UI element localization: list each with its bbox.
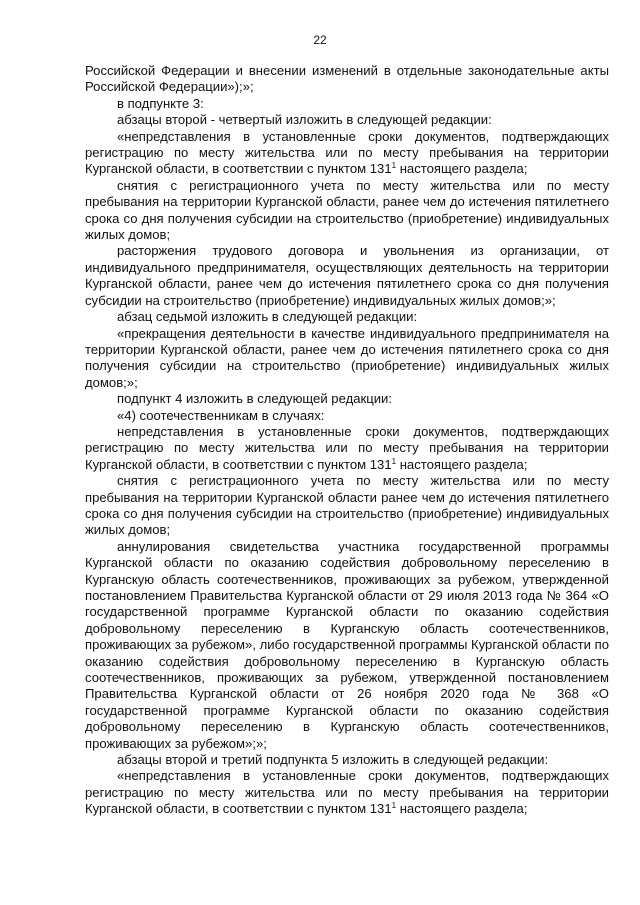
footnote-superscript: 1 [391,456,397,466]
paragraph: подпункт 4 изложить в следующей редакции: [117,391,392,407]
paragraph: абзацы второй - четвертый изложить в следующей редакции: [117,112,492,128]
paragraph: «прекращения деятельности в качестве индивидуального предпринимателя на территории Курганской области, ранее чем до истечения пятилетнего срока со дня получения субсидии на строительство (приобретение) индивидуальных жилых домов;»; [85,325,609,390]
paragraph: в подпункте 3: [117,95,204,111]
paragraph: абзац седьмой изложить в следующей редакции: [117,309,418,325]
paragraph: «4) соотечественникам в случаях: [117,407,325,423]
paragraph: Российской Федерации и внесении изменений в отдельные законодательные акты Российской Федерации»);»; [85,63,609,95]
paragraph: непредставления в установленные сроки документов, подтверждающих регистрацию по месту жительства или по месту пребывания на территории Курганской области, в соответствии с пунктом $131^1$ настоящего раздела; [85,423,609,472]
paragraph: аннулирования свидетельства участника государственной программы Курганской области по оказанию содействия добровольному переселению в Курганскую область соотечественников, проживающих за рубежом, утвержденной постановлением Правительства Курганской области от 29 июля 2013 года № 364 «О государственной программе Курганской области по оказанию содействия добровольному переселению в Курганскую область соотечественников, проживающих за рубежом», либо государственной программы Курганской области по оказанию содействия добровольному переселению в Курганскую область соотечественников, проживающих за рубежом, утвержденной постановлением Правительства Курганской области от 26 ноября 2020 года № 368 «О государственной программе Курганской области по оказанию содействия добровольному переселению в Курганскую область соотечественников, проживающих за рубежом»;»; [85,538,609,751]
paragraph: абзацы второй и третий подпункта 5 изложить в следующей редакции: [117,752,549,768]
paragraph: расторжения трудового договора и увольнения из организации, от индивидуального предпринимателя, осуществляющих деятельность на территории Курганской области, ранее чем до истечения пятилетнего срока со дня получения субсидии на строительство (приобретение) индивидуальных жилых домов;»; [85,243,609,308]
paragraph: «непредставления в установленные сроки документов, подтверждающих регистрацию по месту жительства или по месту пребывания на территории Курганской области, в соответствии с пунктом $131^1$ настоящего раздела; [85,128,609,177]
footnote-superscript: 1 [391,161,397,171]
paragraph: «непредставления в установленные сроки документов, подтверждающих регистрацию по месту жительства или по месту пребывания на территории Курганской области, в соответствии с пунктом $131^1$ настоящего раздела; [85,768,609,817]
page-number: 22 [313,33,327,47]
footnote-superscript: 1 [391,801,397,811]
paragraph: снятия с регистрационного учета по месту жительства или по месту пребывания на территории Курганской области, ранее чем до истечения пятилетнего срока со дня получения субсидии на строительство (приобретение) индивидуальных жилых домов; [85,177,609,243]
document-body [85,63,609,818]
paragraph: снятия с регистрационного учета по месту жительства или по месту пребывания на территории Курганской области ранее чем до истечения пятилетнего срока со дня получения субсидии на строительство (приобретение) индивидуальных жилых домов; [85,473,609,538]
